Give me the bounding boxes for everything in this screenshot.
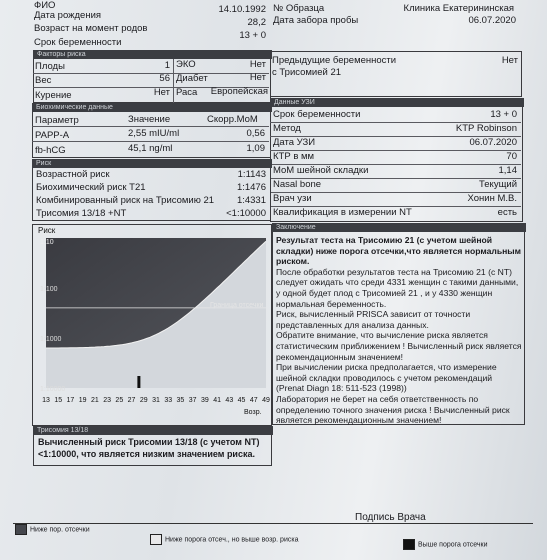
biochem-row-value: 45,1 ng/ml xyxy=(128,143,173,154)
us-row-value: 06.07.2020 xyxy=(469,137,517,148)
us-row-value: 70 xyxy=(506,151,517,162)
x-tick-label: 21 xyxy=(90,397,99,404)
age-value: 28,2 xyxy=(247,17,266,28)
x-tick-label: 19 xyxy=(78,397,87,404)
y-tick-label: 1:10 xyxy=(40,239,54,246)
smoking-value: Нет xyxy=(153,87,170,98)
x-tick-label: 41 xyxy=(213,397,222,404)
risk-row-value: 1:1143 xyxy=(237,169,266,180)
x-tick-label: 29 xyxy=(139,397,148,404)
patient-marker xyxy=(137,376,140,388)
us-row-label: КТР в мм xyxy=(273,151,315,162)
diabetes-value: Нет xyxy=(249,72,266,83)
interpretation-header: Заключение xyxy=(272,223,526,232)
risk-row-label: Комбинированный риск на Трисомию 21 xyxy=(36,195,215,206)
ivf-value: Нет xyxy=(249,59,266,70)
t13-text: Вычисленный риск Трисомии 13/18 (с учетом NT) <1:10000, что является низким значением риска. xyxy=(38,437,260,459)
biochem-row-name: PAPP-A xyxy=(35,130,70,141)
fio-label: ФИО xyxy=(34,0,56,11)
us-row-label: Nasal bone xyxy=(273,179,322,190)
us-header: Данные УЗИ xyxy=(270,98,524,107)
rf-vdivider xyxy=(173,59,174,103)
legend-label: Выше порога отсечки xyxy=(418,541,488,549)
weight-value: 56 xyxy=(159,73,170,84)
biochem-col-param: Параметр xyxy=(35,115,79,126)
legend-swatch-below xyxy=(15,524,27,535)
interpretation-paragraph: При вычислении риска предполагается, что измерение шейной складки проводилось с учетом рекомендаций (Prenat Diagn 18: 511-523 (1998)) xyxy=(276,362,497,394)
us-row-value: Хонин М.В. xyxy=(467,193,517,204)
x-axis-label: Возр. xyxy=(244,409,262,416)
interpretation-paragraph: Риск, вычисленный PRISCA зависит от точности представленных для анализа данных. xyxy=(276,309,471,330)
us-row-label: Дата УЗИ xyxy=(273,137,316,148)
biochem-row-value: 2,55 mIU/ml xyxy=(128,128,180,139)
risk-factors-header: Факторы риска xyxy=(33,50,272,59)
dob-value: 14.10.1992 xyxy=(218,4,266,15)
draw-label: Дата забора пробы xyxy=(273,15,359,26)
ga-value: 13 + 0 xyxy=(239,30,266,41)
x-tick-label: 13 xyxy=(42,397,50,404)
fetuses-value: 1 xyxy=(164,60,170,71)
footer-rule xyxy=(13,523,533,524)
smoking-label: Курение xyxy=(35,90,72,101)
x-tick-label: 17 xyxy=(66,397,75,404)
biochem-col-value: Значение xyxy=(128,114,171,125)
sample-value: Клиника Екатерининская xyxy=(403,3,514,14)
us-row-label: Врач узи xyxy=(273,193,312,204)
risk-row-label: Возрастной риск xyxy=(36,169,110,180)
biochem-header: Биохимические данные xyxy=(32,103,272,112)
legend-below xyxy=(15,524,90,535)
x-tick-label: 31 xyxy=(152,397,160,404)
x-tick-label: 15 xyxy=(54,397,63,404)
x-tick-label: 33 xyxy=(164,397,173,404)
dob-label: Дата рождения xyxy=(34,10,102,21)
legend-label: Ниже пор. отсечки xyxy=(30,526,90,534)
fetuses-label: Плоды xyxy=(35,61,65,72)
signature-label: Подпись Врача xyxy=(355,512,426,523)
legend-label: Ниже порога отсеч., но выше возр. риска xyxy=(165,536,299,544)
interpretation-paragraph: Лаборатория не берет на себя ответственность по определению точного значения риска ! Вычисленный риск является рекомендационным значением! xyxy=(276,393,510,426)
us-row-value: KTP Robinson xyxy=(455,123,517,134)
x-tick-label: 37 xyxy=(188,397,197,404)
interpretation-text xyxy=(276,235,522,426)
weight-label: Вес xyxy=(35,75,52,86)
y-axis-label: Риск xyxy=(38,226,56,235)
y-tick-label: 1:1000 xyxy=(40,336,62,343)
x-tick-label: 25 xyxy=(115,397,124,404)
risk-chart xyxy=(32,224,272,426)
risk-row-value: 1:4331 xyxy=(236,195,266,206)
us-row-value: 1,14 xyxy=(498,165,517,176)
sample-label: № Образца xyxy=(273,3,325,14)
us-row-value: Текущий xyxy=(479,179,517,190)
us-row-value: 13 + 0 xyxy=(490,109,517,120)
x-tick-label: 39 xyxy=(200,397,209,404)
risk-row-label: Трисомия 13/18 +NT xyxy=(36,208,127,219)
ga-label: Срок беременности xyxy=(34,37,122,48)
age-label: Возраст на момент родов xyxy=(34,23,148,34)
interpretation-paragraph: После обработки результатов теста на Трисомию 21 (с NT) следует ожидать что среди 4331 женщин с такими данными, у одной будет плод с Трисомией 21 , и у 4330 женщин нормальная беременность. xyxy=(276,266,519,309)
diabetes-label: Диабет xyxy=(176,73,208,84)
y-tick-label: 1:100 xyxy=(40,286,58,293)
x-tick-label: 35 xyxy=(176,397,185,404)
biochem-row-mom: 0,56 xyxy=(246,128,265,139)
us-row-label: МоМ шейной складки xyxy=(273,165,369,176)
biochem-row-name: fb-hCG xyxy=(35,145,66,156)
race-value: Европейская xyxy=(210,86,268,97)
interpretation-title: Результат теста на Трисомию 21 (с учетом шейной складки) ниже порога отсечки,что является нормальным риском. xyxy=(276,235,522,267)
risk-header: Риск xyxy=(32,159,272,168)
x-tick-label: 43 xyxy=(225,397,234,404)
race-label: Раса xyxy=(176,87,198,98)
x-tick-label: 47 xyxy=(249,397,258,404)
us-row-label: Квалификация в измерении NT xyxy=(273,207,412,218)
x-tick-label: 23 xyxy=(103,397,112,404)
y-tick-label: 1:10000 xyxy=(40,386,66,393)
x-tick-label: 49 xyxy=(262,397,270,404)
biochem-col-mom: Скорр.МоМ xyxy=(207,114,258,125)
prev-pregnancy-value: Нет xyxy=(501,55,518,66)
draw-value: 06.07.2020 xyxy=(468,15,516,26)
us-row-label: Метод xyxy=(273,123,301,134)
legend-swatch-mid xyxy=(150,534,162,545)
legend-mid xyxy=(150,534,298,545)
interpretation-paragraph: Обратите внимание, что вычисление риска является статистическим приближением ! Вычисленный риск является рекомендационным значением! xyxy=(276,330,522,362)
legend-above xyxy=(403,539,488,550)
risk-row-value: 1:1476 xyxy=(236,182,266,193)
prev-pregnancy-label: Предыдущие беременности с Трисомией 21 xyxy=(272,55,397,78)
us-row-value: есть xyxy=(497,207,517,218)
us-row-label: Срок беременности xyxy=(273,109,361,120)
x-tick-label: 45 xyxy=(237,397,246,404)
t13-header: Трисомия 13/18 xyxy=(33,426,273,435)
legend-swatch-above xyxy=(403,539,415,550)
biochem-row-mom: 1,09 xyxy=(246,143,265,154)
risk-row-value: <1:10000 xyxy=(226,208,266,219)
x-tick-label: 27 xyxy=(127,397,136,404)
cutoff-label: Граница отсечки xyxy=(210,301,264,309)
ivf-label: ЭКО xyxy=(176,59,196,70)
risk-row-label: Биохимический риск T21 xyxy=(36,182,146,193)
x-ticks xyxy=(42,397,270,404)
